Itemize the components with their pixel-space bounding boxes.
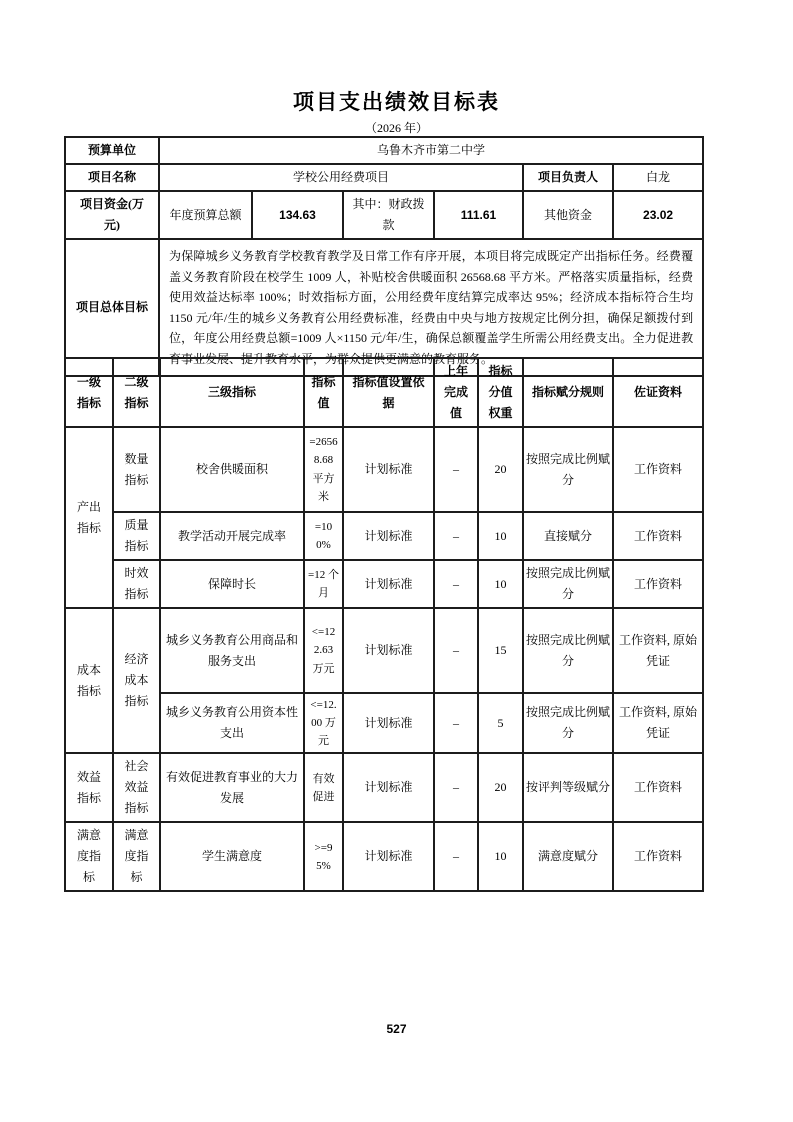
indicator-row <box>65 512 703 560</box>
scoring-rule: 按照完成比例赋分 <box>523 560 613 608</box>
info-table <box>64 136 704 377</box>
project-name-label: 项目名称 <box>65 164 159 191</box>
indicator-row <box>65 427 703 512</box>
indicator-row <box>65 822 703 891</box>
prev-year-value: – <box>434 560 478 608</box>
scoring-rule: 按照完成比例赋分 <box>523 427 613 512</box>
header-basis: 指标值设置依据 <box>343 358 434 427</box>
scoring-rule: 按照完成比例赋分 <box>523 608 613 693</box>
header-level3: 三级指标 <box>160 358 304 427</box>
score-weight: 15 <box>478 608 523 693</box>
indicator-table <box>64 357 704 892</box>
level3-indicator: 城乡义务教育公用商品和服务支出 <box>160 608 304 693</box>
prev-year-value: – <box>434 512 478 560</box>
level2-indicator: 经济成本指标 <box>113 608 160 753</box>
evidence: 工作资料 <box>613 822 703 891</box>
indicator-row <box>65 753 703 822</box>
budget-unit-value: 乌鲁木齐市第二中学 <box>159 137 703 164</box>
level1-indicator: 效益指标 <box>65 753 113 822</box>
level2-indicator: 数量指标 <box>113 427 160 512</box>
header-level1: 一级指标 <box>65 358 113 427</box>
header-rule: 指标赋分规则 <box>523 358 613 427</box>
indicator-row <box>65 608 703 693</box>
value-basis: 计划标准 <box>343 512 434 560</box>
other-funds-value: 23.02 <box>613 191 703 239</box>
indicator-value: =12 个月 <box>304 560 343 608</box>
project-name-value: 学校公用经费项目 <box>159 164 523 191</box>
overall-goal-text: 为保障城乡义务教育学校教育教学及日常工作有序开展，本项目将完成既定产出指标任务。经费覆盖义务教育阶段在校学生 1009 人，补贴校舍供暖面积 26568.68 平方米。严格落实质量指标，经费使用效益达标率 100%；时效指标方面，公用经费年度结算完成率达 95%；经济成本指标符合生均 1150 元/年/生的城乡义务教育公用经费标准，经费由中央与地方按规定比例分担，确保足额拨付到位，年度公用经费总额=1009 人×1150 元/年/生，确保总额覆盖学生所需公用经费支出。全力促进教育事业发展、提升教育水平，为群众提供更满意的教育服务。 <box>159 239 703 376</box>
value-basis: 计划标准 <box>343 693 434 753</box>
indicator-row <box>65 560 703 608</box>
header-evidence: 佐证资料 <box>613 358 703 427</box>
level2-indicator: 满意度指标 <box>113 822 160 891</box>
level3-indicator: 学生满意度 <box>160 822 304 891</box>
level3-indicator: 保障时长 <box>160 560 304 608</box>
scoring-rule: 满意度赋分 <box>523 822 613 891</box>
score-weight: 10 <box>478 560 523 608</box>
header-value: 指标值 <box>304 358 343 427</box>
value-basis: 计划标准 <box>343 427 434 512</box>
evidence: 工作资料 <box>613 560 703 608</box>
level3-indicator: 校舍供暖面积 <box>160 427 304 512</box>
page-number: 527 <box>386 1022 407 1036</box>
overall-goal-label: 项目总体目标 <box>65 239 159 376</box>
level3-indicator: 教学活动开展完成率 <box>160 512 304 560</box>
project-leader-label: 项目负责人 <box>523 164 613 191</box>
evidence: 工作资料 <box>613 427 703 512</box>
indicator-value: =100% <box>304 512 343 560</box>
evidence: 工作资料 <box>613 512 703 560</box>
indicator-row <box>65 693 703 753</box>
annual-budget-label: 年度预算总额 <box>159 191 252 239</box>
indicator-header-row <box>65 358 703 427</box>
overall-goal-row <box>65 239 703 376</box>
level1-indicator: 满意度指标 <box>65 822 113 891</box>
header-level2: 二级指标 <box>113 358 160 427</box>
prev-year-value: – <box>434 608 478 693</box>
scoring-rule: 按评判等级赋分 <box>523 753 613 822</box>
prev-year-value: – <box>434 427 478 512</box>
budget-unit-row <box>65 137 703 164</box>
indicator-value: <=122.63 万元 <box>304 608 343 693</box>
level3-indicator: 城乡义务教育公用资本性支出 <box>160 693 304 753</box>
evidence: 工作资料, 原始凭证 <box>613 693 703 753</box>
project-funds-row <box>65 191 703 239</box>
score-weight: 20 <box>478 753 523 822</box>
score-weight: 10 <box>478 822 523 891</box>
prev-year-value: – <box>434 753 478 822</box>
level2-indicator: 社会效益指标 <box>113 753 160 822</box>
value-basis: 计划标准 <box>343 753 434 822</box>
score-weight: 20 <box>478 427 523 512</box>
indicator-value: <=12.00 万元 <box>304 693 343 753</box>
level3-indicator: 有效促进教育事业的大力发展 <box>160 753 304 822</box>
level2-indicator: 质量指标 <box>113 512 160 560</box>
project-name-row <box>65 164 703 191</box>
doc-subtitle: （2026 年） <box>364 121 428 135</box>
value-basis: 计划标准 <box>343 608 434 693</box>
project-funds-label: 项目资金(万元) <box>65 191 159 239</box>
prev-year-value: – <box>434 822 478 891</box>
prev-year-value: – <box>434 693 478 753</box>
level1-indicator: 产出指标 <box>65 427 113 608</box>
score-weight: 5 <box>478 693 523 753</box>
doc-title: 项目支出绩效目标表 <box>293 90 500 114</box>
value-basis: 计划标准 <box>343 822 434 891</box>
level2-indicator: 时效指标 <box>113 560 160 608</box>
budget-unit-label: 预算单位 <box>65 137 159 164</box>
header-prev-year: 上年完成值 <box>434 358 478 427</box>
indicator-value: >=95% <box>304 822 343 891</box>
header-weight: 指标分值权重 <box>478 358 523 427</box>
annual-budget-value: 134.63 <box>252 191 343 239</box>
level1-indicator: 成本指标 <box>65 608 113 753</box>
scoring-rule: 按照完成比例赋分 <box>523 693 613 753</box>
evidence: 工作资料, 原始凭证 <box>613 608 703 693</box>
fiscal-allocation-label: 其中：财政拨款 <box>343 191 434 239</box>
other-funds-label: 其他资金 <box>523 191 613 239</box>
fiscal-allocation-value: 111.61 <box>434 191 523 239</box>
value-basis: 计划标准 <box>343 560 434 608</box>
project-leader-value: 白龙 <box>613 164 703 191</box>
indicator-value: =26568.68 平方米 <box>304 427 343 512</box>
score-weight: 10 <box>478 512 523 560</box>
indicator-value: 有效促进 <box>304 753 343 822</box>
evidence: 工作资料 <box>613 753 703 822</box>
scoring-rule: 直接赋分 <box>523 512 613 560</box>
